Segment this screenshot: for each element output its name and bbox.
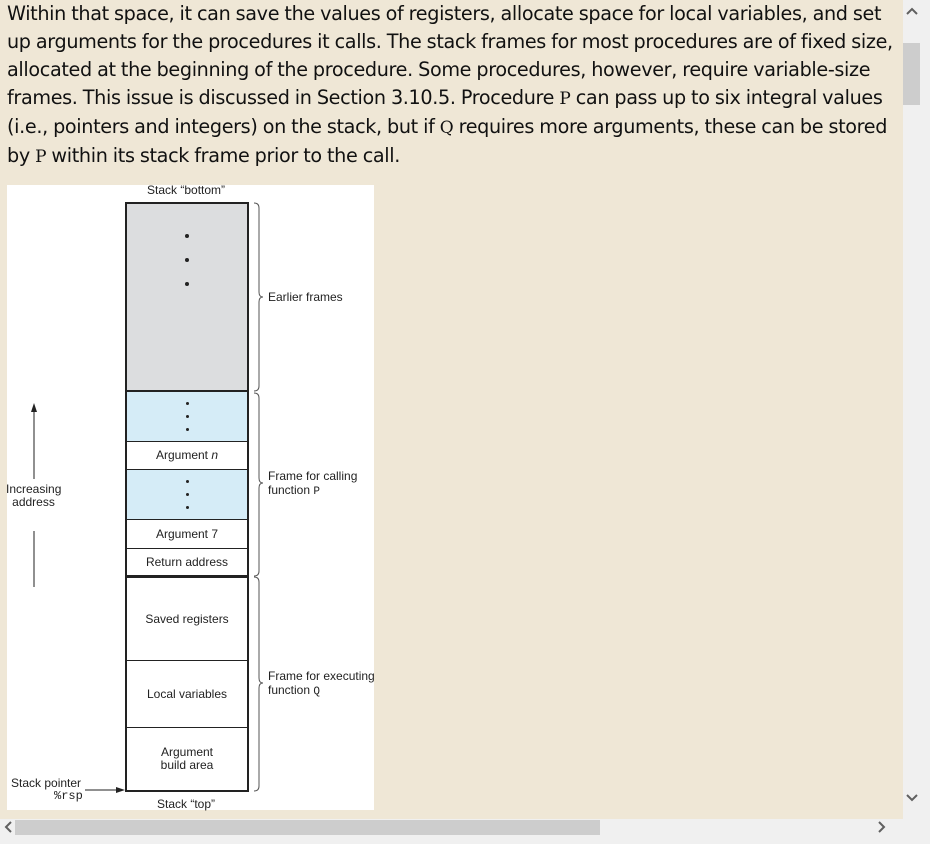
horizontal-scrollbar-thumb[interactable] (15, 820, 600, 835)
code-procedure-p: P (559, 89, 571, 109)
argument-7-cell: Argument 7 (125, 520, 249, 548)
text-run: Q (313, 686, 320, 698)
text-run: requires more arguments, these can be stored (453, 115, 888, 138)
executing-frame-label (268, 669, 375, 699)
stack-pointer-label: Stack pointer (11, 776, 82, 790)
text-run: (i.e., pointers and integers) on the stack, but if (7, 115, 440, 138)
text-run: Argument (155, 448, 212, 462)
text-run: build area (160, 758, 214, 772)
earlier-frames-label: Earlier frames (268, 290, 343, 304)
text-run: function (268, 683, 314, 697)
scroll-down-button[interactable] (903, 792, 920, 805)
stack-top-label: Stack “top” (157, 797, 216, 811)
text-run: Increasing (6, 482, 62, 496)
vertical-scrollbar[interactable] (903, 0, 920, 819)
paragraph-line-6 (7, 142, 897, 171)
argument-n-label (156, 449, 218, 462)
text-run: address (12, 495, 55, 509)
ellipsis-icon (185, 224, 189, 296)
text-run: Frame for calling (268, 469, 358, 483)
text-run: n (211, 448, 219, 462)
paragraph-line-3 (7, 56, 897, 84)
body-paragraph (7, 0, 897, 171)
ellipsis-icon (186, 475, 189, 514)
text-run: within its stack frame prior to the call. (46, 144, 401, 167)
argument-build-area-cell (125, 728, 249, 790)
scroll-up-button[interactable] (903, 5, 920, 18)
text-run: P (313, 486, 320, 498)
chevron-up-icon (906, 7, 918, 15)
local-variables-cell: Local variables (125, 661, 249, 727)
additional-arguments-cell (125, 392, 249, 441)
stack-bottom-label: Stack “bottom” (147, 183, 226, 197)
vertical-scrollbar-thumb[interactable] (903, 43, 920, 105)
text-run: up arguments for the procedures it calls. The stack frames for most procedures are of fixed size, (7, 30, 893, 53)
earlier-frames-brace-icon (252, 202, 266, 392)
paragraph-line-1 (7, 0, 897, 28)
text-run: allocated at the beginning of the procedure. Some procedures, however, require variable-size (7, 58, 871, 81)
earlier-frames-cell (125, 204, 249, 391)
saved-registers-cell: Saved registers (125, 578, 249, 660)
executing-frame-brace-icon (252, 576, 266, 792)
paragraph-line-4 (7, 84, 897, 113)
paragraph-line-2 (7, 28, 897, 56)
return-address-cell: Return address (125, 549, 249, 575)
code-procedure-q: Q (439, 118, 454, 138)
argument-n-cell (125, 442, 249, 469)
chevron-down-icon (906, 794, 918, 802)
text-run: function (268, 483, 314, 497)
chevron-right-icon (878, 821, 886, 833)
stack-frame-figure (7, 185, 374, 810)
text-run: Within that space, it can save the values of registers, allocate space for local variables, and set (7, 2, 882, 25)
increasing-address-label (6, 483, 61, 509)
paragraph-line-5 (7, 113, 897, 142)
ellipsis-icon (186, 397, 189, 436)
code-procedure-p: P (35, 147, 47, 167)
scroll-right-button[interactable] (876, 821, 888, 836)
rsp-register-label: %rsp (54, 789, 83, 803)
text-run: Frame for executing (268, 669, 375, 683)
text-run: frames. This issue is discussed in Section 3.10.5. Procedure (7, 86, 560, 109)
stack-pointer-arrow-icon (85, 785, 127, 795)
text-run: can pass up to six integral values (570, 86, 883, 109)
stack-bottom-border (125, 790, 249, 792)
chevron-left-icon (4, 821, 12, 833)
text-run: by (7, 144, 36, 167)
calling-frame-label (268, 469, 357, 499)
middle-arguments-cell (125, 470, 249, 519)
text-run: Argument (160, 745, 214, 759)
calling-frame-brace-icon (252, 392, 266, 577)
scroll-left-button[interactable] (2, 821, 14, 836)
